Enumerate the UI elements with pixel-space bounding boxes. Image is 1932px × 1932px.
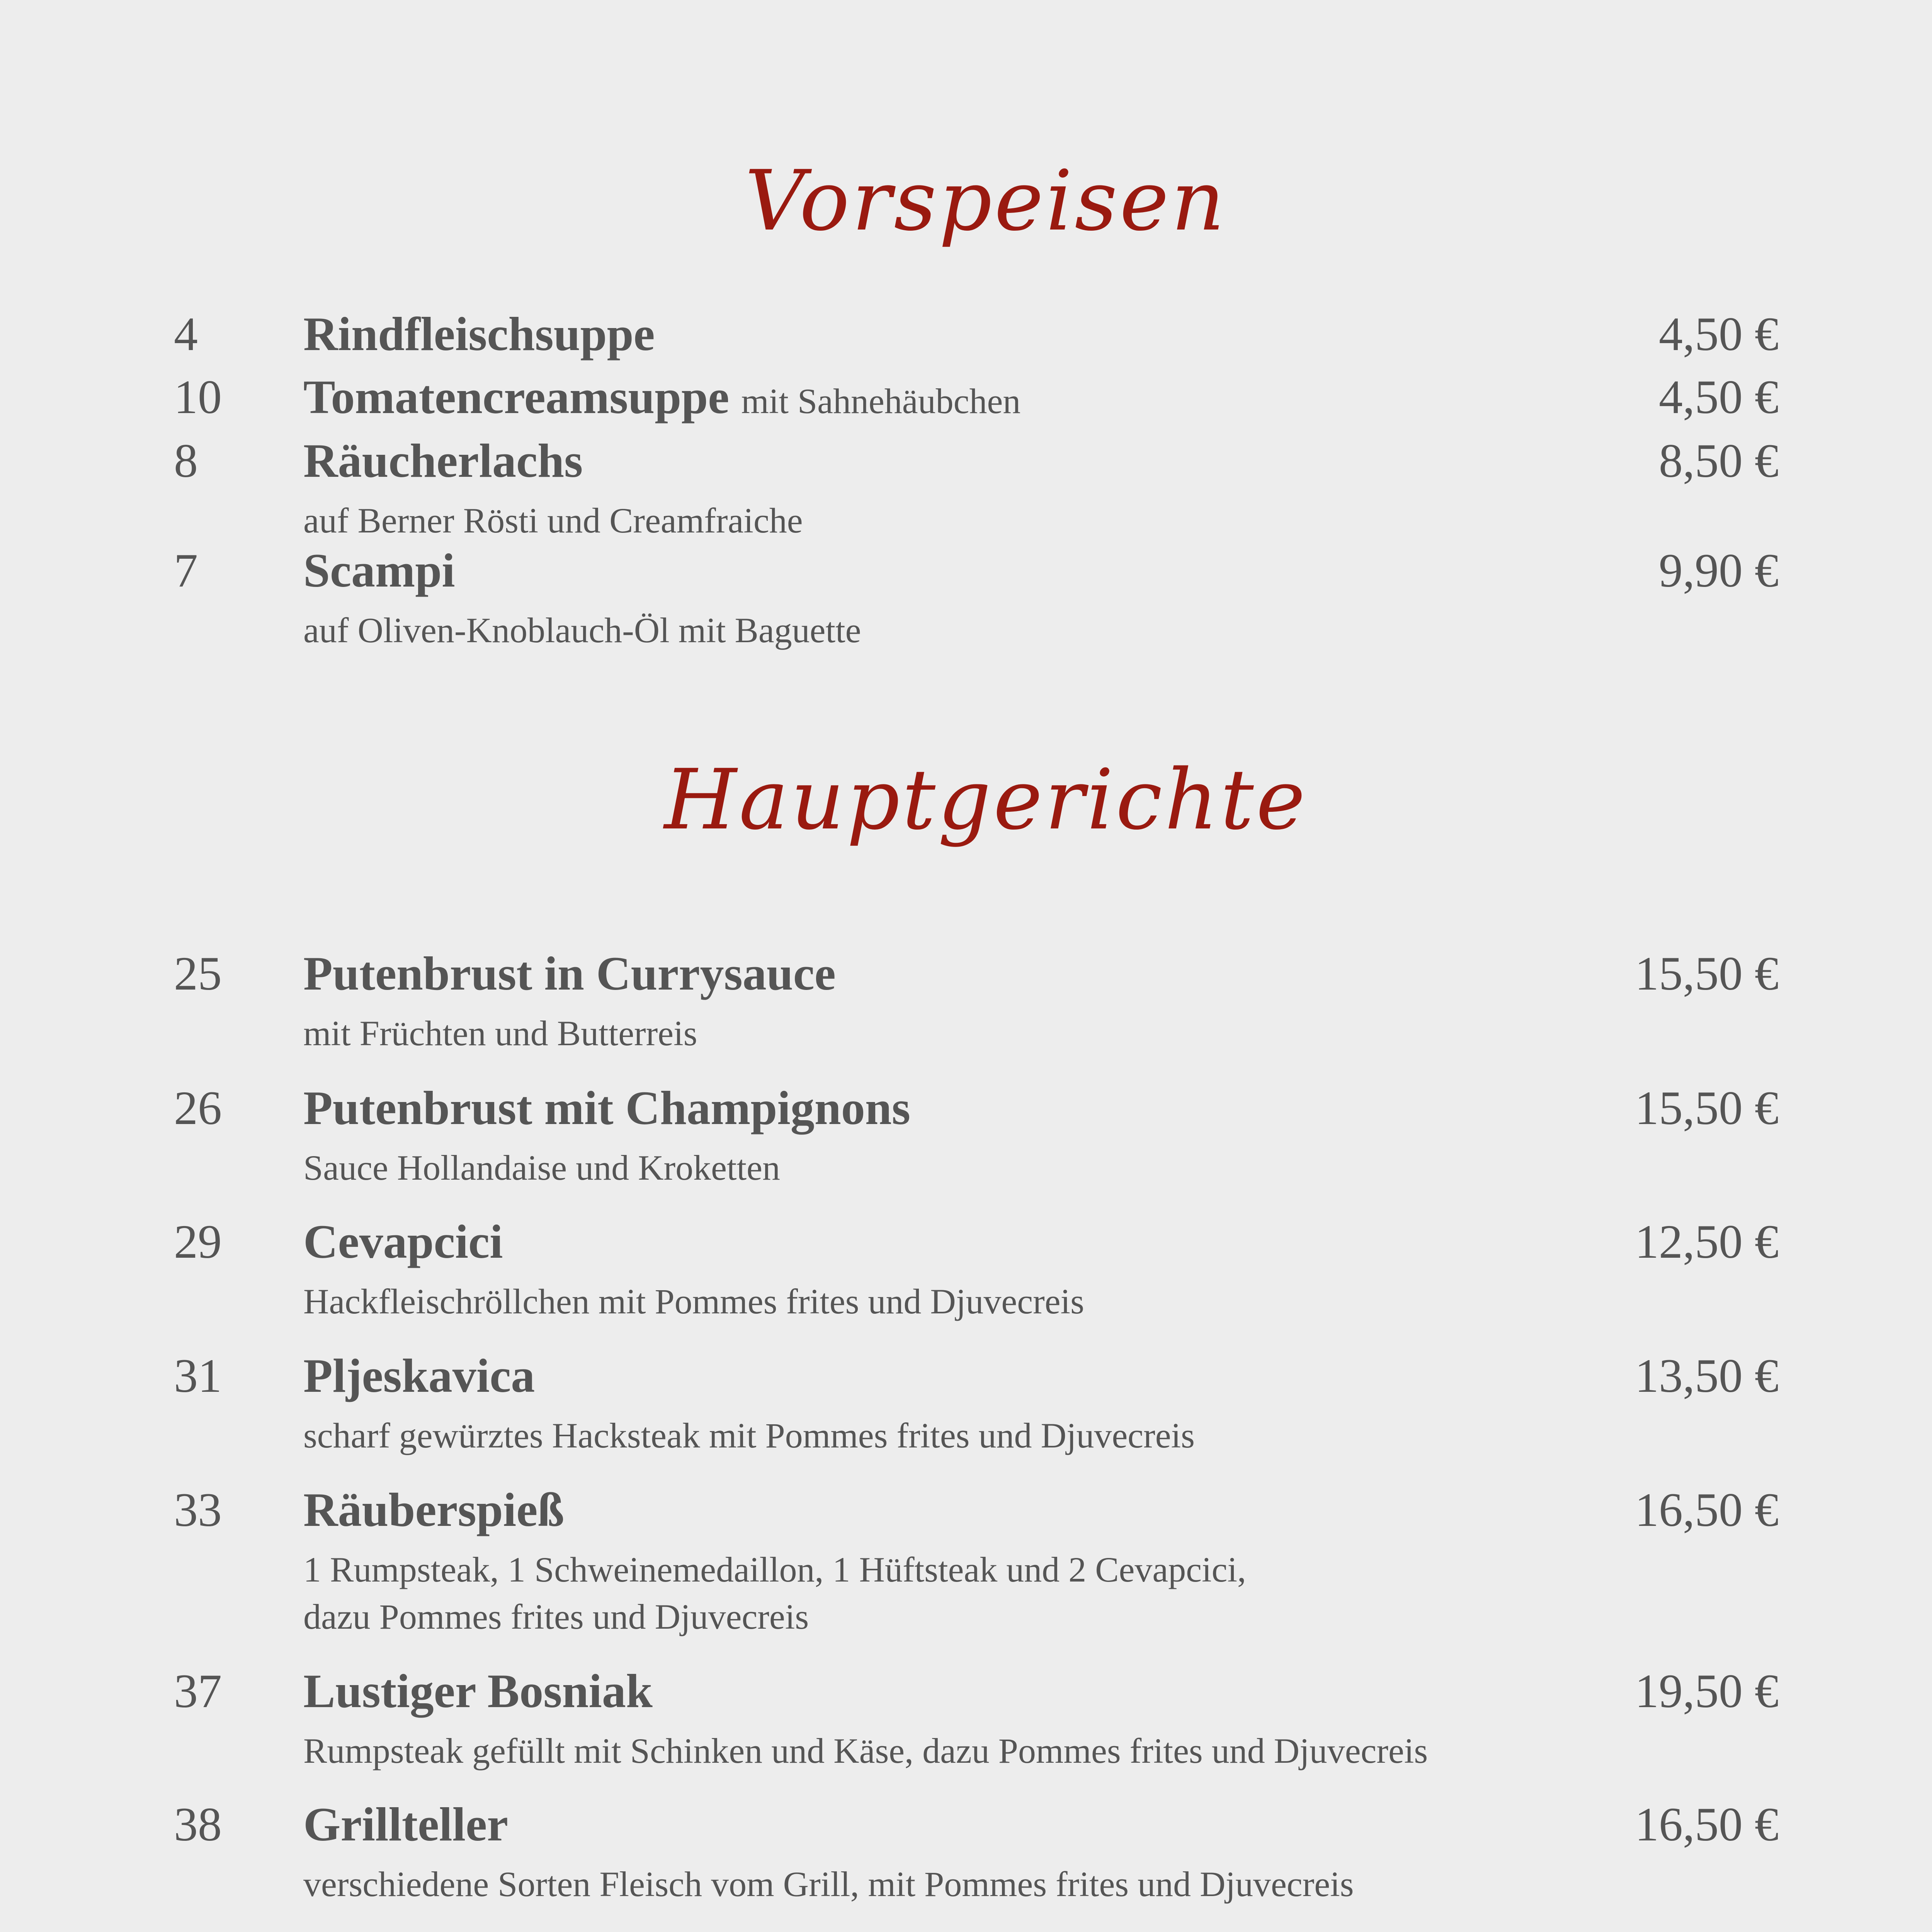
item-number: 37 bbox=[174, 1665, 222, 1718]
section-title-mains: Hauptgerichte bbox=[664, 751, 1308, 848]
item-number: 8 bbox=[174, 434, 198, 487]
item-body bbox=[303, 305, 1656, 363]
item-price: 8,50 € bbox=[1659, 434, 1779, 487]
item-name: Räuberspieß bbox=[303, 1483, 565, 1536]
item-name: Putenbrust mit Champignons bbox=[303, 1082, 910, 1134]
item-number: 38 bbox=[174, 1798, 222, 1851]
item-description: auf Oliven-Knoblauch-Öl mit Baguette bbox=[303, 611, 861, 650]
item-number bbox=[174, 1930, 222, 1932]
item-price: 4,50 € bbox=[1659, 371, 1779, 423]
item-name: Scampi bbox=[303, 544, 455, 597]
item-inline-note: mit Sahnehäubchen bbox=[741, 381, 1021, 421]
item-number: 33 bbox=[174, 1483, 222, 1536]
item-body bbox=[303, 1662, 1656, 1774]
item-description: 1 Rumpsteak, 1 Schweinemedaillon, 1 Hüftsteak und 2 Cevapcici, bbox=[303, 1550, 1247, 1589]
item-name: Räucherlachs bbox=[303, 434, 583, 487]
item-description: Hackfleischröllchen mit Pommes frites und Djuvecreis bbox=[303, 1282, 1084, 1321]
item-description: auf Berner Rösti und Creamfraiche bbox=[303, 501, 803, 540]
item-price: 12,50 € bbox=[1635, 1215, 1779, 1268]
item-body bbox=[303, 1213, 1656, 1325]
item-number: 29 bbox=[174, 1215, 222, 1268]
item-price: 15,50 € bbox=[1635, 1082, 1779, 1134]
item-price: 4,50 € bbox=[1659, 308, 1779, 361]
item-body bbox=[303, 1079, 1656, 1191]
item-name: Cevapcici bbox=[303, 1215, 503, 1268]
item-name: Grillteller bbox=[303, 1798, 509, 1851]
item-price: 16,50 € bbox=[1635, 1798, 1779, 1851]
item-price bbox=[1635, 1930, 1779, 1932]
item-description: mit Früchten und Butterreis bbox=[303, 1014, 697, 1053]
item-description: verschiedene Sorten Fleisch vom Grill, mit Pommes frites und Djuvecreis bbox=[303, 1864, 1354, 1904]
item-name: Rindfleischsuppe bbox=[303, 308, 655, 361]
item-description: scharf gewürztes Hacksteak mit Pommes frites und Djuvecreis bbox=[303, 1416, 1195, 1455]
item-name: Lustiger Bosniak bbox=[303, 1665, 653, 1718]
section-title-starters: Vorspeisen bbox=[745, 152, 1227, 249]
item-body bbox=[303, 945, 1656, 1057]
item-name bbox=[303, 1930, 1656, 1932]
item-description: Sauce Hollandaise und Kroketten bbox=[303, 1148, 780, 1187]
item-body bbox=[303, 1930, 1656, 1932]
item-body bbox=[303, 368, 1656, 430]
item-description-line2: dazu Pommes frites und Djuvecreis bbox=[303, 1597, 809, 1636]
item-name: Pljeskavica bbox=[303, 1349, 535, 1402]
item-price: 13,50 € bbox=[1635, 1349, 1779, 1402]
item-name: Tomatencreamsuppe mit Sahnehäubchen bbox=[303, 371, 1021, 423]
item-price: 15,50 € bbox=[1635, 947, 1779, 1000]
item-number: 25 bbox=[174, 947, 222, 1000]
item-price: 19,50 € bbox=[1635, 1665, 1779, 1718]
item-body bbox=[303, 542, 1656, 654]
item-number: 7 bbox=[174, 544, 198, 597]
item-price: 9,90 € bbox=[1659, 544, 1779, 597]
item-body bbox=[303, 1481, 1656, 1640]
item-body bbox=[303, 432, 1656, 544]
item-number: 4 bbox=[174, 308, 198, 361]
item-name: Putenbrust in Currysauce bbox=[303, 947, 836, 1000]
item-number: 26 bbox=[174, 1082, 222, 1134]
item-number: 31 bbox=[174, 1349, 222, 1402]
item-number: 10 bbox=[174, 371, 222, 423]
item-body bbox=[303, 1347, 1656, 1459]
item-price: 16,50 € bbox=[1635, 1483, 1779, 1536]
item-description: Rumpsteak gefüllt mit Schinken und Käse, dazu Pommes frites und Djuvecreis bbox=[303, 1731, 1428, 1770]
item-body bbox=[303, 1796, 1656, 1908]
